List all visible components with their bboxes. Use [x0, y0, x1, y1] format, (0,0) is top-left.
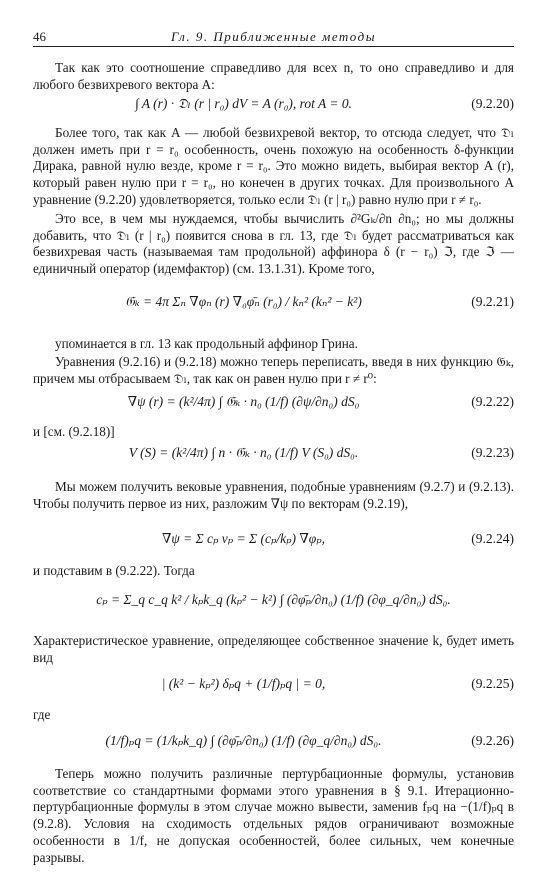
- paragraph: и [см. (9.2.18)]: [33, 424, 115, 439]
- paragraph: Теперь можно получить различные пертурбационные формулы, установив соответствие со стандартными формами этого уравнения в § 9.1. Итерационно-пертурбационные формулы в этом случае можно вывести, заменив fₚq на −(1/f)ₚq в (9.2.8). Условия на сходимость отдельных рядов ограничивают возможные особенности в 1/f, не допуская особенностей, более сильных, чем конечные разрывы.: [33, 766, 514, 865]
- equation-formula: V (S) = (k²/4π) ∫ n · 𝔊ₖ · n₀ (1/f) V (S₀) dS₀.: [128, 445, 359, 460]
- paragraph: Характеристическое уравнение, определяющее собственное значение k, будет иметь вид: [33, 633, 514, 665]
- paragraph: упоминается в гл. 13 как продольный аффинор Грина.: [55, 336, 358, 351]
- equation-number: (9.2.22): [471, 394, 514, 409]
- equation-9-2-21: [33, 294, 514, 318]
- equation-9-2-25: [33, 676, 514, 700]
- equation-number: (9.2.24): [471, 531, 514, 546]
- equation-cp: [33, 592, 514, 616]
- equation-formula: 𝔊ₖ = 4π Σₙ ∇φₙ (r) ∇₀φ̄ₙ (r₀) / kₙ² (kₙ² − k²): [125, 294, 362, 309]
- paragraph: Мы можем получить вековые уравнения, подобные уравнениям (9.2.7) и (9.2.13). Чтобы получить первое из них, разложим ∇ψ по векторам (9.2.19),: [33, 479, 514, 511]
- paragraph: где: [33, 707, 51, 722]
- paragraph: и подставим в (9.2.22). Тогда: [33, 563, 195, 578]
- equation-9-2-23: [33, 445, 514, 469]
- running-header: [33, 29, 514, 47]
- paragraph: Более того, так как A — любой безвихревой вектор, то отсюда следует, что 𝔇ₗ должен иметь при r = r₀ особенность, очень похожую на особенность δ-функции Дирака, равной нулю везде, кроме r = r₀. Это можно видеть, выбирая вектор A (r), который равен нулю при r = r₀, но конечен в других точках. Для произвольного A уравнение (9.2.20) удовлетворяется, только если 𝔇ₗ (r | r₀) равно нулю при r ≠ r₀.: [33, 125, 514, 207]
- equation-formula: (1/f)ₚq = (1/kₚk_q) ∫ (∂φ̄ₚ/∂n₀) (1/f) (∂φ_q/∂n₀) dS₀.: [105, 733, 382, 748]
- equation-number: (9.2.26): [471, 733, 514, 748]
- equation-formula: ∇ψ = Σ cₚ vₚ = Σ (cₚ/kₚ) ∇φₚ,: [161, 531, 326, 546]
- equation-number: (9.2.20): [471, 96, 514, 111]
- paragraph: Так как это соотношение справедливо для всех n, то оно справедливо и для любого безвихревого вектора A:: [33, 60, 514, 92]
- equation-number: (9.2.23): [471, 445, 514, 460]
- equation-formula: cₚ = Σ_q c_q k² / kₚk_q (kₚ² − k²) ∫ (∂φ̄ₚ/∂n₀) (1/f) (∂φ_q/∂n₀) dS₀.: [96, 592, 451, 607]
- equation-formula: ∇ψ (r) = (k²/4π) ∫ 𝔊ₖ · n₀ (1/f) (∂ψ/∂n₀) dS₀: [127, 394, 360, 409]
- equation-formula: ∫ A (r) · 𝔇ₗ (r | r₀) dV = A (r₀), rot A = 0.: [134, 96, 353, 111]
- page-number: 46: [33, 29, 46, 44]
- equation-number: (9.2.21): [471, 294, 514, 309]
- header-rule: [33, 46, 514, 47]
- paragraph: Это все, в чем мы нуждаемся, чтобы вычислить ∂²Gₖ/∂n ∂n₀; но мы должны добавить, что 𝔇ₗ (r | r₀) появится снова в гл. 13, где 𝔇ₗ будет рассматриваться как безвихревая часть (называемая там продольной) аффинора δ (r − r₀) ℑ, где ℑ — единичный оператор (идемфактор) (см. 13.1.31). Кроме того,: [33, 211, 514, 277]
- equation-9-2-26: [33, 733, 514, 757]
- equation-formula: | (k² − kₚ²) δₚq + (1/f)ₚq | = 0,: [161, 676, 326, 691]
- equation-9-2-20: [33, 96, 514, 120]
- paragraph: Уравнения (9.2.16) и (9.2.18) можно теперь переписать, введя в них функцию 𝔊ₖ, причем мы отбрасываем 𝔇ₗ, так как он равен нулю при r ≠ r⁰:: [33, 354, 514, 386]
- equation-9-2-22: [33, 394, 514, 418]
- equation-9-2-24: [33, 531, 514, 555]
- running-title: Гл. 9. Приближенные методы: [170, 29, 377, 44]
- equation-number: (9.2.25): [471, 676, 514, 691]
